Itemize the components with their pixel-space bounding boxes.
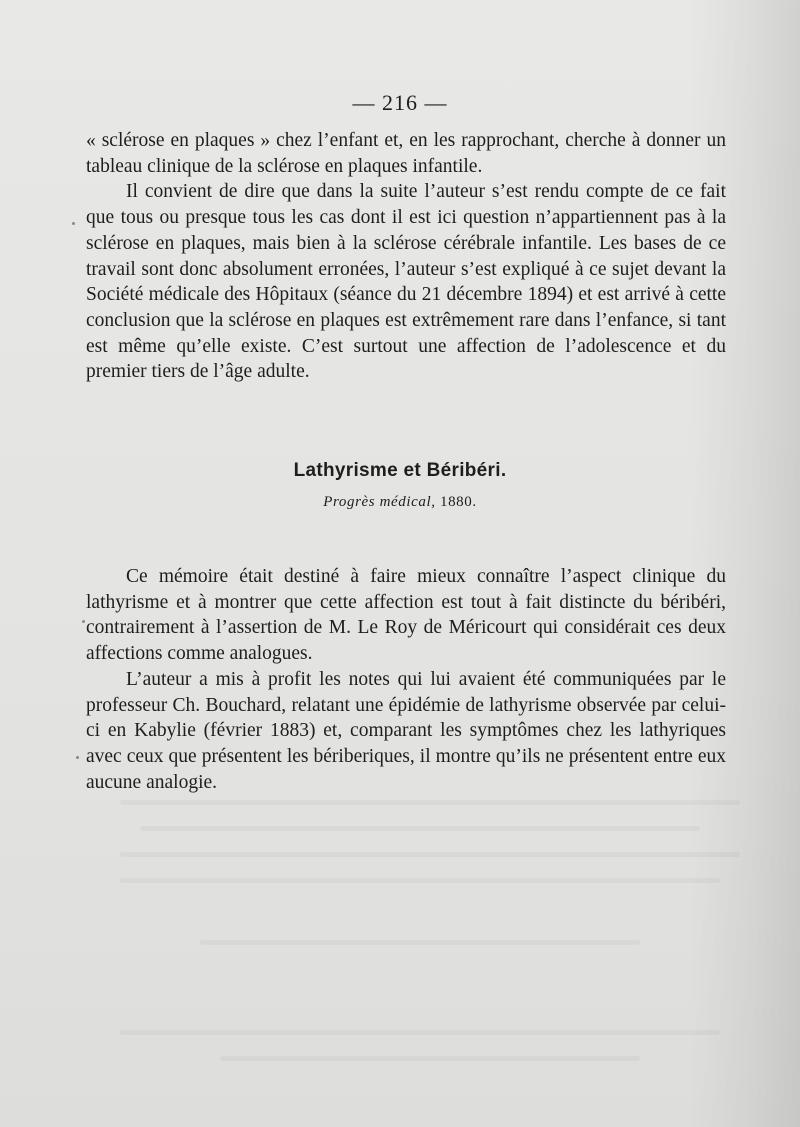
show-through-mark — [200, 940, 640, 945]
speck — [76, 756, 79, 759]
paragraph: Il convient de dire que dans la suite l’auteur s’est rendu compte de ce fait que tous ou presque tous les cas dont il est ici question n’appartiennent pas à la sclérose en plaques, mais bien à la sclérose cérébrale infantile. Les bases de ce travail sont donc absolument erronées, l’auteur s’est expliqué à ce sujet devant la Société médicale des Hôpitaux (séance du 21 décembre 1894) et est arrivé à cette conclusion que la sclérose en plaques est extrêmement rare dans l’enfance, si tant est même qu’elle existe. C’est surtout une affection de l’adolescence et du premier tiers de l’âge adulte. — [86, 181, 726, 383]
show-through-mark — [140, 826, 700, 831]
page-number: — 216 — — [352, 90, 448, 115]
show-through-mark — [120, 878, 720, 883]
source-citation — [0, 494, 800, 511]
text-block-sclerose — [86, 128, 726, 385]
section-heading: Lathyrisme et Béribéri. — [293, 460, 507, 481]
show-through-mark — [220, 1056, 640, 1061]
paragraph: L’auteur a mis à profit les notes qui lui avaient été communiquées par le professeur Ch. Bouchard, relatant une épidémie de lathyrisme observée par celui-ci en Kabylie (février 1883) et, comparant les symptômes chez les lathyriques avec ceux que présentent les bériberiques, il montre qu’ils ne présentent entre eux aucune analogie. — [86, 668, 726, 793]
paragraph: Ce mémoire était destiné à faire mieux connaître l’aspect clinique du lathyrisme et à montrer que cette affection est tout à fait distincte du béribéri, contrairement à l’assertion de M. Le Roy de Méricourt qui considérait ces deux affections comme analogues. — [86, 566, 726, 665]
source-year: 1880. — [439, 494, 477, 510]
show-through-mark — [120, 800, 740, 805]
source-journal: Progrès médical, — [323, 494, 436, 510]
show-through-mark — [120, 1030, 720, 1035]
show-through-mark — [120, 852, 740, 857]
paragraph: « sclérose en plaques » chez l’enfant et, en les rapprochant, cherche à donner un tableau clinique de la sclérose en plaques infantile. — [86, 130, 726, 177]
speck — [72, 222, 75, 225]
text-block-lathyrisme — [86, 564, 726, 795]
speck — [82, 620, 85, 623]
